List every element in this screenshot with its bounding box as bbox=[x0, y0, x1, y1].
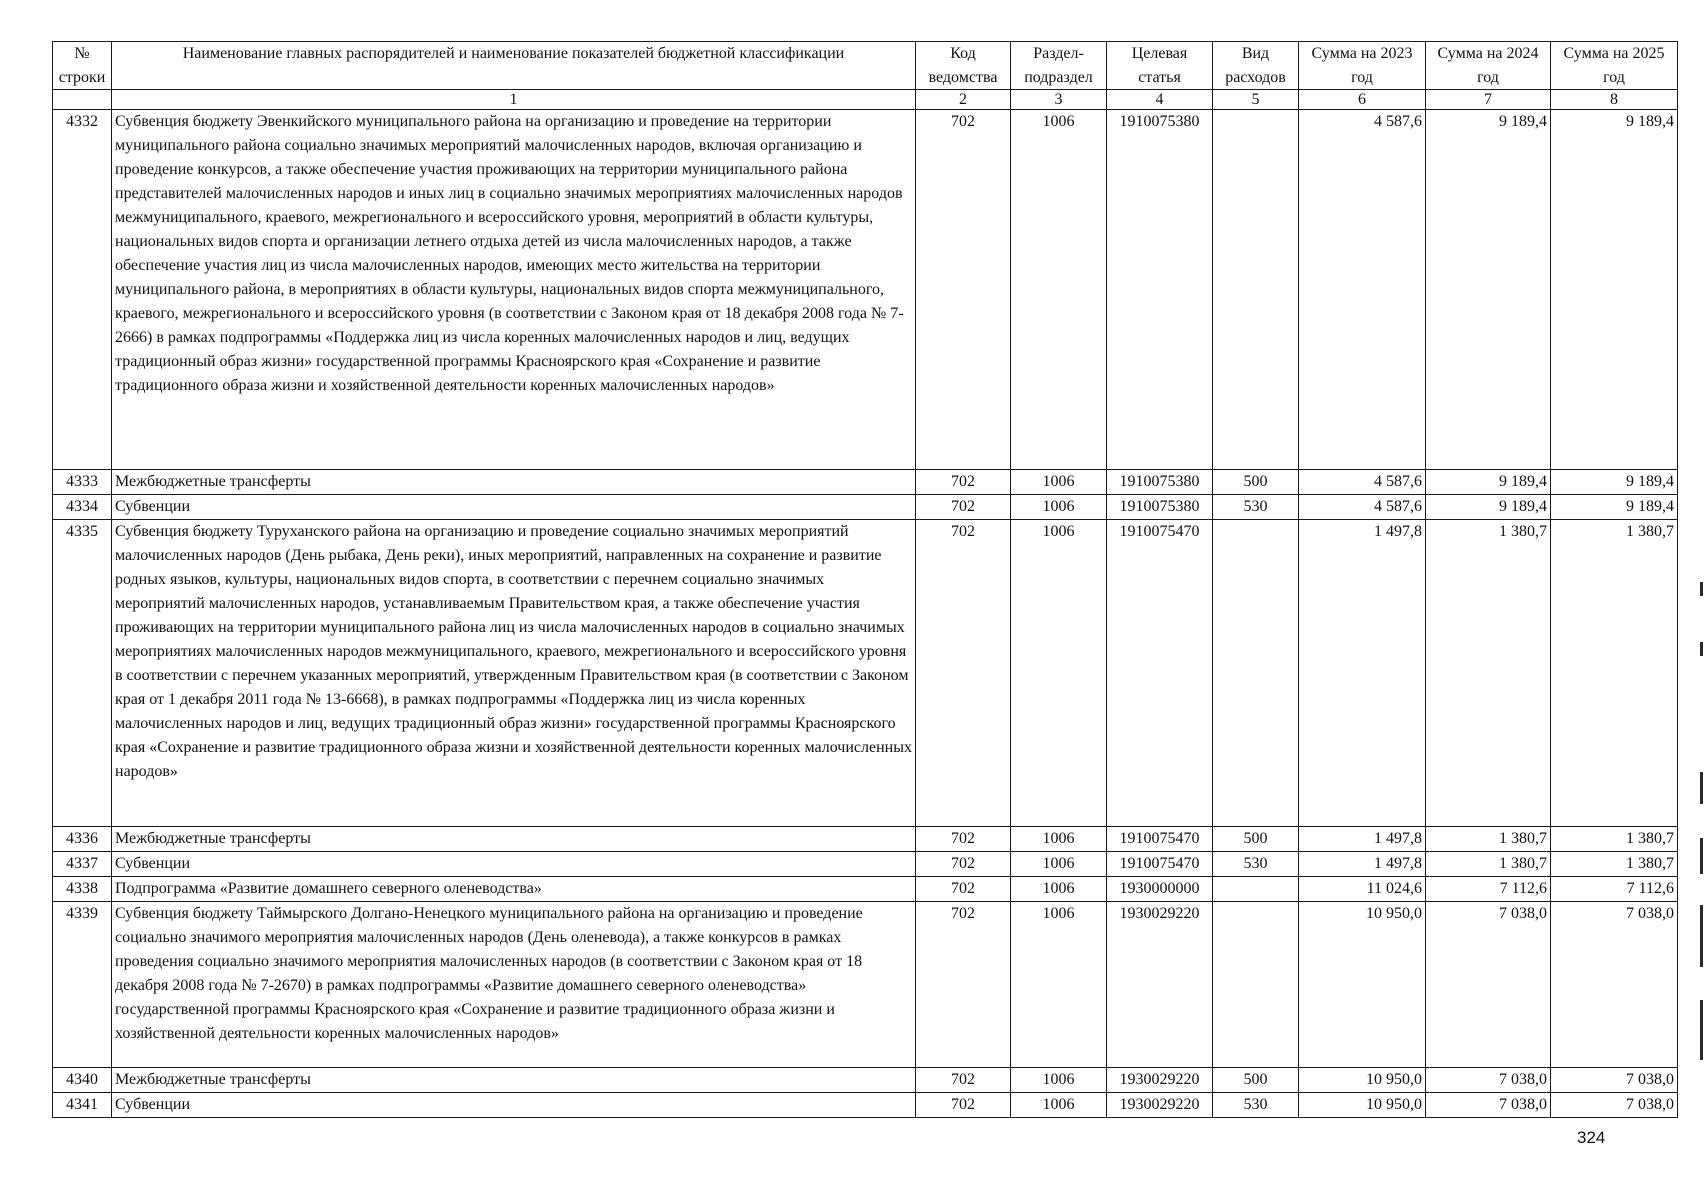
table-row bbox=[53, 877, 1678, 902]
column-number: 2 bbox=[916, 90, 1011, 110]
cell-row-number: 4341 bbox=[53, 1093, 112, 1118]
cell-name: Субвенции bbox=[112, 495, 916, 520]
scan-edge-mark bbox=[1700, 642, 1703, 656]
header-target: Целевая статья bbox=[1107, 42, 1213, 90]
cell-name: Субвенции bbox=[112, 1093, 916, 1118]
header-section: Раздел-подраздел bbox=[1011, 42, 1107, 90]
header-sum-2025: Сумма на 2025 год bbox=[1551, 42, 1678, 90]
cell-sum-2023: 4 587,6 bbox=[1299, 495, 1426, 520]
cell-sum-2024: 1 380,7 bbox=[1426, 520, 1551, 827]
cell-sum-2025: 7 038,0 bbox=[1551, 902, 1678, 1068]
header-row-no: № строки bbox=[53, 42, 112, 90]
cell-sum-2023: 4 587,6 bbox=[1299, 110, 1426, 470]
cell-sum-2024: 7 038,0 bbox=[1426, 902, 1551, 1068]
cell-name: Межбюджетные трансферты bbox=[112, 1068, 916, 1093]
column-number: 6 bbox=[1299, 90, 1426, 110]
cell-sum-2023: 10 950,0 bbox=[1299, 1093, 1426, 1118]
cell-dept-code: 702 bbox=[916, 495, 1011, 520]
cell-sum-2025: 9 189,4 bbox=[1551, 495, 1678, 520]
cell-target: 1910075470 bbox=[1107, 520, 1213, 827]
cell-name: Субвенция бюджету Таймырского Долгано-Ненецкого муниципального района на организацию и проведение социально значимого мероприятия малочисленных народов (День оленевода), а также конкурсов в рамках проведения социально значимого мероприятия малочисленных народов (в соответствии с Законом края от 18 декабря 2008 года № 7-2670) в рамках подпрограммы «Развитие домашнего северного оленеводства» государственной программы Красноярского края «Сохранение и развитие традиционного образа жизни и хозяйственной деятельности коренных малочисленных народов» bbox=[112, 902, 916, 1068]
cell-section: 1006 bbox=[1011, 902, 1107, 1068]
cell-row-number: 4337 bbox=[53, 852, 112, 877]
cell-sum-2023: 10 950,0 bbox=[1299, 902, 1426, 1068]
header-sum-2023: Сумма на 2023 год bbox=[1299, 42, 1426, 90]
cell-name: Субвенции bbox=[112, 852, 916, 877]
cell-target: 1910075470 bbox=[1107, 852, 1213, 877]
cell-exp-type: 500 bbox=[1213, 1068, 1299, 1093]
cell-target: 1910075470 bbox=[1107, 827, 1213, 852]
cell-name: Межбюджетные трансферты bbox=[112, 827, 916, 852]
cell-exp-type bbox=[1213, 110, 1299, 470]
cell-exp-type bbox=[1213, 902, 1299, 1068]
cell-exp-type: 530 bbox=[1213, 1093, 1299, 1118]
cell-sum-2024: 7 112,6 bbox=[1426, 877, 1551, 902]
table-body bbox=[53, 90, 1678, 1118]
cell-name: Субвенция бюджету Эвенкийского муниципального района на организацию и проведение на территории муниципального района социально значимых мероприятий малочисленных народов, включая организацию и проведение конкурсов, а также обеспечение участия проживающих на территории муниципального района представителей малочисленных народов и иных лиц в социально значимых мероприятиях малочисленных народов межмуниципального, краевого, межрегионального и всероссийского уровня, мероприятий в области культуры, национальных видов спорта и организации летнего отдыха детей из числа малочисленных народов, а также обеспечение участия лиц из числа малочисленных народов, имеющих место жительства на территории муниципального района, в мероприятиях в области культуры, национальных видов спорта межмуниципального, краевого, межрегионального и всероссийского уровня (в соответствии с Законом края от 18 декабря 2008 года № 7-2666) в рамках подпрограммы «Поддержка лиц из числа коренных малочисленных народов и лиц, ведущих традиционный образ жизни» государственной программы Красноярского края «Сохранение и развитие традиционного образа жизни и хозяйственной деятельности коренных малочисленных народов» bbox=[112, 110, 916, 470]
cell-section: 1006 bbox=[1011, 877, 1107, 902]
column-number: 4 bbox=[1107, 90, 1213, 110]
cell-sum-2025: 1 380,7 bbox=[1551, 852, 1678, 877]
table-row bbox=[53, 1068, 1678, 1093]
column-number-empty bbox=[53, 90, 112, 110]
column-number: 1 bbox=[112, 90, 916, 110]
cell-sum-2025: 1 380,7 bbox=[1551, 520, 1678, 827]
table-row bbox=[53, 902, 1678, 1068]
scan-edge-mark bbox=[1700, 1000, 1703, 1060]
cell-row-number: 4339 bbox=[53, 902, 112, 1068]
cell-exp-type bbox=[1213, 877, 1299, 902]
table-row bbox=[53, 852, 1678, 877]
budget-table bbox=[52, 41, 1678, 1118]
cell-sum-2024: 1 380,7 bbox=[1426, 852, 1551, 877]
cell-row-number: 4332 bbox=[53, 110, 112, 470]
header-exp-type: Вид расходов bbox=[1213, 42, 1299, 90]
cell-section: 1006 bbox=[1011, 827, 1107, 852]
column-number: 3 bbox=[1011, 90, 1107, 110]
cell-sum-2025: 1 380,7 bbox=[1551, 827, 1678, 852]
table-row bbox=[53, 1093, 1678, 1118]
scan-edge-mark bbox=[1700, 772, 1703, 804]
cell-section: 1006 bbox=[1011, 1068, 1107, 1093]
cell-sum-2025: 9 189,4 bbox=[1551, 110, 1678, 470]
table-row bbox=[53, 495, 1678, 520]
cell-sum-2023: 1 497,8 bbox=[1299, 827, 1426, 852]
cell-sum-2025: 9 189,4 bbox=[1551, 470, 1678, 495]
cell-name: Межбюджетные трансферты bbox=[112, 470, 916, 495]
cell-dept-code: 702 bbox=[916, 520, 1011, 827]
table-row bbox=[53, 827, 1678, 852]
cell-dept-code: 702 bbox=[916, 902, 1011, 1068]
cell-sum-2023: 1 497,8 bbox=[1299, 520, 1426, 827]
cell-sum-2024: 1 380,7 bbox=[1426, 827, 1551, 852]
column-numbers-row bbox=[53, 90, 1678, 110]
cell-name: Субвенция бюджету Туруханского района на организацию и проведение социально значимых мероприятий малочисленных народов (День рыбака, День реки), иных мероприятий, направленных на сохранение и развитие родных языков, культуры, национальных видов спорта, в соответствии с перечнем социально значимых мероприятий малочисленных народов, устанавливаемым Правительством края, а также обеспечение участия проживающих на территории муниципального района лиц из числа малочисленных народов в социально значимых мероприятиях малочисленных народов межмуниципального, краевого, межрегионального и всероссийского уровня в соответствии с перечнем указанных мероприятий, утвержденным Правительством края (в соответствии с Законом края от 1 декабря 2011 года № 13-6668), в рамках подпрограммы «Поддержка лиц из числа коренных малочисленных народов и лиц, ведущих традиционный образ жизни» государственной программы Красноярского края «Сохранение и развитие традиционного образа жизни и хозяйственной деятельности коренных малочисленных народов» bbox=[112, 520, 916, 827]
cell-row-number: 4334 bbox=[53, 495, 112, 520]
cell-sum-2024: 9 189,4 bbox=[1426, 495, 1551, 520]
cell-exp-type: 500 bbox=[1213, 827, 1299, 852]
cell-sum-2023: 10 950,0 bbox=[1299, 1068, 1426, 1093]
cell-target: 1910075380 bbox=[1107, 110, 1213, 470]
header-dept-code: Код ведомства bbox=[916, 42, 1011, 90]
scan-edge-mark bbox=[1700, 582, 1703, 596]
cell-sum-2024: 7 038,0 bbox=[1426, 1068, 1551, 1093]
cell-section: 1006 bbox=[1011, 470, 1107, 495]
cell-exp-type: 530 bbox=[1213, 852, 1299, 877]
cell-sum-2025: 7 038,0 bbox=[1551, 1068, 1678, 1093]
table-row bbox=[53, 470, 1678, 495]
cell-sum-2025: 7 038,0 bbox=[1551, 1093, 1678, 1118]
scan-edge-mark bbox=[1700, 905, 1703, 967]
cell-target: 1910075380 bbox=[1107, 495, 1213, 520]
scan-edge-mark bbox=[1700, 838, 1703, 874]
cell-section: 1006 bbox=[1011, 495, 1107, 520]
cell-sum-2025: 7 112,6 bbox=[1551, 877, 1678, 902]
cell-section: 1006 bbox=[1011, 110, 1107, 470]
table-row bbox=[53, 520, 1678, 827]
cell-name: Подпрограмма «Развитие домашнего северного оленеводства» bbox=[112, 877, 916, 902]
cell-sum-2023: 11 024,6 bbox=[1299, 877, 1426, 902]
cell-dept-code: 702 bbox=[916, 110, 1011, 470]
cell-dept-code: 702 bbox=[916, 470, 1011, 495]
header-name: Наименование главных распорядителей и наименование показателей бюджетной классификации bbox=[112, 42, 916, 90]
header-sum-2024: Сумма на 2024 год bbox=[1426, 42, 1551, 90]
cell-target: 1930029220 bbox=[1107, 1093, 1213, 1118]
cell-exp-type: 500 bbox=[1213, 470, 1299, 495]
cell-target: 1930000000 bbox=[1107, 877, 1213, 902]
column-number: 7 bbox=[1426, 90, 1551, 110]
cell-row-number: 4340 bbox=[53, 1068, 112, 1093]
cell-target: 1930029220 bbox=[1107, 1068, 1213, 1093]
cell-row-number: 4336 bbox=[53, 827, 112, 852]
cell-section: 1006 bbox=[1011, 852, 1107, 877]
cell-dept-code: 702 bbox=[916, 877, 1011, 902]
cell-section: 1006 bbox=[1011, 1093, 1107, 1118]
cell-target: 1930029220 bbox=[1107, 902, 1213, 1068]
table-row bbox=[53, 110, 1678, 470]
cell-sum-2023: 1 497,8 bbox=[1299, 852, 1426, 877]
cell-row-number: 4338 bbox=[53, 877, 112, 902]
cell-row-number: 4333 bbox=[53, 470, 112, 495]
cell-exp-type bbox=[1213, 520, 1299, 827]
cell-row-number: 4335 bbox=[53, 520, 112, 827]
cell-section: 1006 bbox=[1011, 520, 1107, 827]
cell-sum-2023: 4 587,6 bbox=[1299, 470, 1426, 495]
header-row bbox=[53, 42, 1678, 90]
column-number: 5 bbox=[1213, 90, 1299, 110]
cell-target: 1910075380 bbox=[1107, 470, 1213, 495]
cell-dept-code: 702 bbox=[916, 1068, 1011, 1093]
column-number: 8 bbox=[1551, 90, 1678, 110]
cell-sum-2024: 7 038,0 bbox=[1426, 1093, 1551, 1118]
cell-sum-2024: 9 189,4 bbox=[1426, 110, 1551, 470]
cell-dept-code: 702 bbox=[916, 827, 1011, 852]
page-number: 324 bbox=[1577, 1128, 1606, 1147]
cell-dept-code: 702 bbox=[916, 1093, 1011, 1118]
cell-sum-2024: 9 189,4 bbox=[1426, 470, 1551, 495]
cell-exp-type: 530 bbox=[1213, 495, 1299, 520]
cell-dept-code: 702 bbox=[916, 852, 1011, 877]
